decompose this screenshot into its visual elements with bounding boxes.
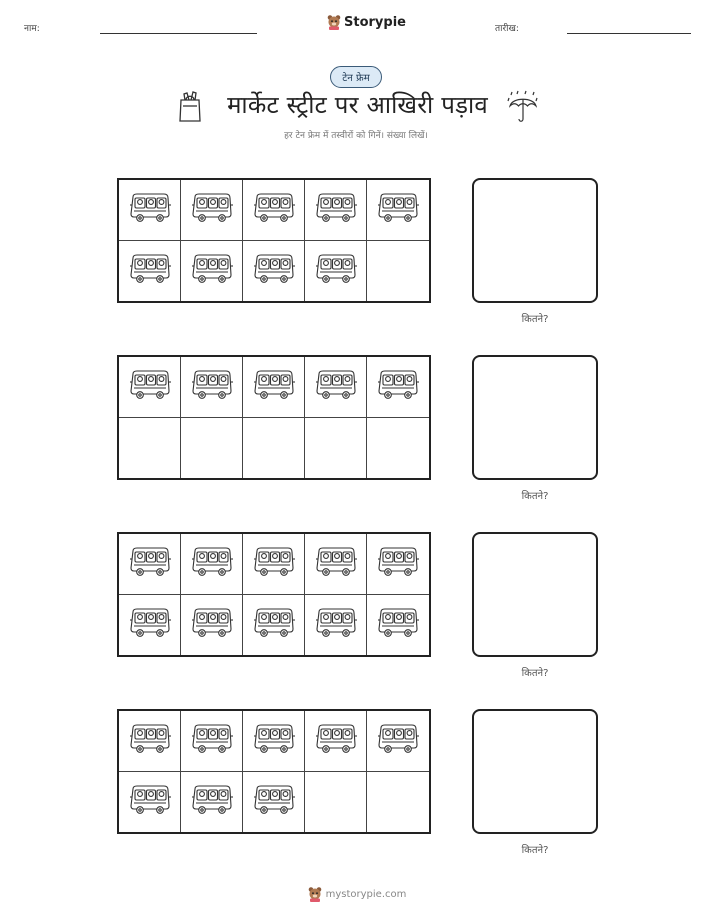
bus-with-animals-icon — [252, 546, 296, 582]
ten-frame-cell — [119, 357, 181, 418]
bus-with-animals-icon — [314, 192, 358, 228]
bus-with-animals-icon — [252, 723, 296, 759]
ten-frame-cell — [367, 534, 429, 595]
bus-with-animals-icon — [314, 546, 358, 582]
ten-frame-cell — [243, 241, 305, 302]
ten-frame-cell — [305, 418, 367, 479]
ten-frame-cell — [181, 534, 243, 595]
ten-frame-cell — [367, 180, 429, 241]
how-many-label-3: कितने? — [521, 668, 549, 679]
bus-with-animals-icon — [190, 723, 234, 759]
bus-with-animals-icon — [128, 784, 172, 820]
how-many-label-1: कितने? — [521, 314, 549, 325]
bus-with-animals-icon — [314, 607, 358, 643]
bus-with-animals-icon — [252, 369, 296, 405]
brand-name: Storypie — [344, 14, 406, 30]
ten-frame-cell — [243, 418, 305, 479]
bus-with-animals-icon — [252, 192, 296, 228]
ten-frame-cell — [367, 418, 429, 479]
bus-with-animals-icon — [190, 192, 234, 228]
footer-url: mystorypie.com — [325, 888, 407, 900]
umbrella-rain-icon — [506, 90, 540, 128]
bus-with-animals-icon — [314, 369, 358, 405]
date-line[interactable] — [567, 33, 691, 34]
ten-frame-cell — [119, 180, 181, 241]
ten-frame-cell — [243, 772, 305, 833]
bus-with-animals-icon — [314, 253, 358, 289]
ten-frame-4 — [117, 709, 431, 834]
bus-with-animals-icon — [128, 369, 172, 405]
bus-with-animals-icon — [252, 253, 296, 289]
ten-frame-cell — [243, 357, 305, 418]
footer — [0, 886, 714, 902]
ten-frame-cell — [119, 534, 181, 595]
bus-with-animals-icon — [376, 192, 420, 228]
bear-logo-icon — [308, 886, 322, 902]
ten-frame-cell — [367, 357, 429, 418]
ten-frame-cell — [305, 711, 367, 772]
bus-with-animals-icon — [252, 784, 296, 820]
answer-box-2[interactable] — [472, 355, 598, 480]
ten-frame-cell — [305, 357, 367, 418]
ten-frame-cell — [305, 534, 367, 595]
bus-with-animals-icon — [376, 607, 420, 643]
ten-frame-cell — [181, 772, 243, 833]
bus-with-animals-icon — [376, 723, 420, 759]
ten-frame-cell — [305, 772, 367, 833]
ten-frame-cell — [367, 241, 429, 302]
ten-frame-cell — [181, 418, 243, 479]
bus-with-animals-icon — [252, 607, 296, 643]
ten-frame-cell — [305, 595, 367, 656]
ten-frame-cell — [305, 241, 367, 302]
how-many-label-2: कितने? — [521, 491, 549, 502]
bus-with-animals-icon — [190, 607, 234, 643]
bus-with-animals-icon — [190, 784, 234, 820]
answer-box-4[interactable] — [472, 709, 598, 834]
bus-with-animals-icon — [128, 607, 172, 643]
answer-box-1[interactable] — [472, 178, 598, 303]
ten-frame-cell — [243, 711, 305, 772]
name-label: नाम: — [24, 24, 40, 34]
ten-frame-cell — [367, 595, 429, 656]
bus-with-animals-icon — [376, 369, 420, 405]
shopping-bag-icon — [177, 90, 203, 126]
bus-with-animals-icon — [190, 253, 234, 289]
ten-frame-3 — [117, 532, 431, 657]
ten-frame-cell — [305, 180, 367, 241]
bus-with-animals-icon — [128, 723, 172, 759]
ten-frame-cell — [119, 595, 181, 656]
answer-box-3[interactable] — [472, 532, 598, 657]
ten-frame-1 — [117, 178, 431, 303]
date-label: तारीख: — [495, 24, 519, 34]
ten-frame-cell — [243, 534, 305, 595]
bear-logo-icon — [327, 14, 341, 30]
ten-frame-cell — [119, 711, 181, 772]
ten-frame-cell — [181, 711, 243, 772]
topic-badge: टेन फ्रेम — [330, 66, 382, 88]
ten-frame-cell — [181, 241, 243, 302]
how-many-label-4: कितने? — [521, 845, 549, 856]
bus-with-animals-icon — [190, 546, 234, 582]
bus-with-animals-icon — [376, 546, 420, 582]
ten-frame-cell — [181, 357, 243, 418]
ten-frame-cell — [367, 772, 429, 833]
bus-with-animals-icon — [128, 192, 172, 228]
name-line[interactable] — [100, 33, 257, 34]
ten-frame-cell — [243, 180, 305, 241]
bus-with-animals-icon — [314, 723, 358, 759]
bus-with-animals-icon — [190, 369, 234, 405]
bus-with-animals-icon — [128, 253, 172, 289]
bus-with-animals-icon — [128, 546, 172, 582]
ten-frame-cell — [119, 772, 181, 833]
worksheet-title: मार्केट स्ट्रीट पर आखिरी पड़ाव — [227, 91, 488, 119]
ten-frame-cell — [367, 711, 429, 772]
instructions: हर टेन फ्रेम में तस्वीरों को गिनें। संख्या लिखें। — [284, 131, 428, 141]
ten-frame-cell — [119, 418, 181, 479]
ten-frame-2 — [117, 355, 431, 480]
ten-frame-cell — [243, 595, 305, 656]
ten-frame-cell — [181, 595, 243, 656]
brand-logo — [327, 14, 406, 30]
ten-frame-cell — [181, 180, 243, 241]
ten-frame-cell — [119, 241, 181, 302]
